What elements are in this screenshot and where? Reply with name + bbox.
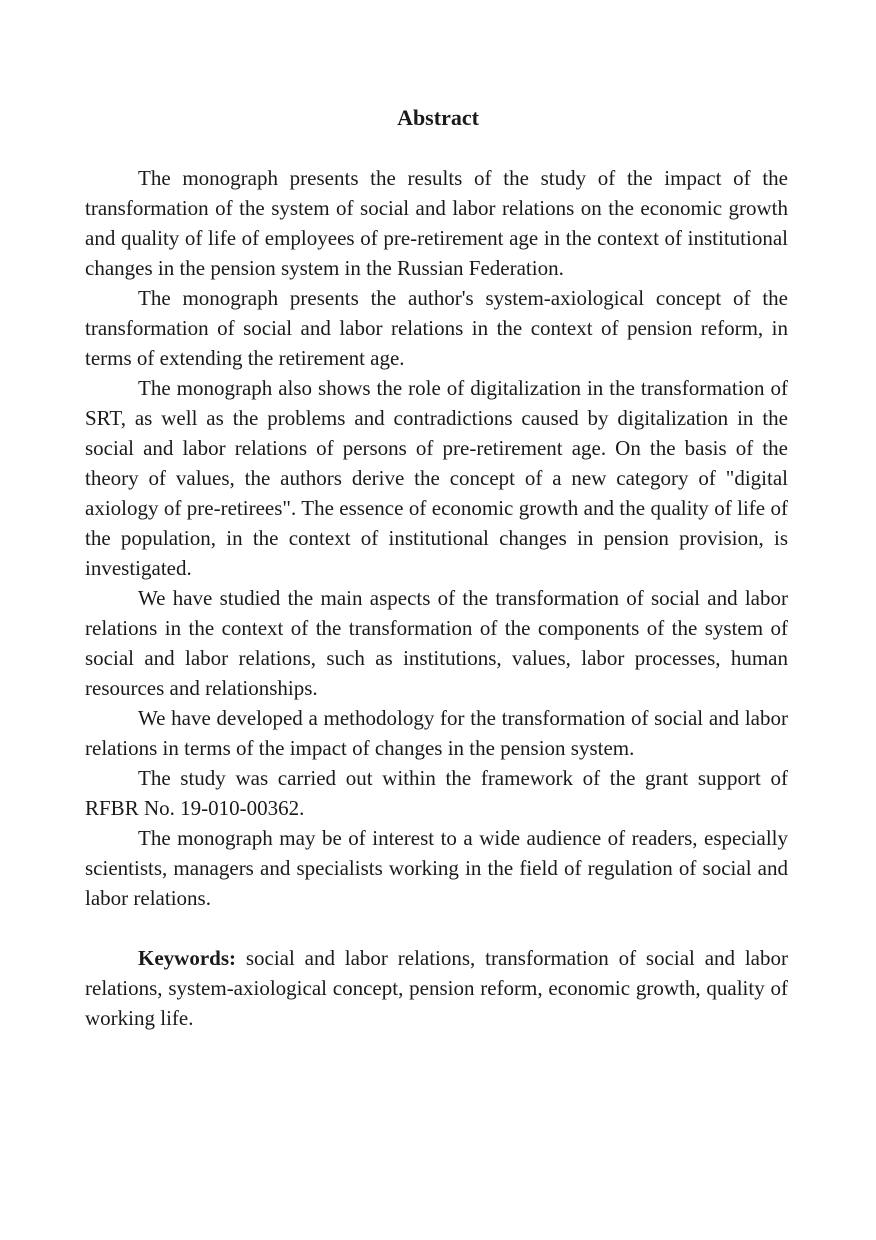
abstract-paragraph: The monograph presents the results of the study of the impact of the transformation of the system of social and labor relations on the economic growth and quality of life of employees of pre-retirement age in the context of institutional changes in the pension system in the Russian Federation. bbox=[85, 166, 788, 280]
keywords-text: social and labor relations, transformation of social and labor relations, system-axiological concept, pension reform, economic growth, quality of working life. bbox=[85, 946, 789, 1030]
abstract-paragraph: We have studied the main aspects of the transformation of social and labor relations in the context of the transformation of the components of the system of social and labor relations, such as institutions, values, labor processes, human resources and relationships. bbox=[85, 586, 788, 700]
abstract-title: Abstract bbox=[397, 105, 479, 130]
abstract-paragraph: The monograph presents the author's system-axiological concept of the transformation of social and labor relations in the context of pension reform, in terms of extending the retirement age. bbox=[85, 286, 788, 370]
abstract-paragraph: The monograph also shows the role of digitalization in the transformation of SRT, as well as the problems and contradictions caused by digitalization in the social and labor relations of persons of pre-retirement age. On the basis of the theory of values, the authors derive the concept of a new category of "digital axiology of pre-retirees". The essence of economic growth and the quality of life of the population, in the context of institutional changes in pension provision, is investigated. bbox=[85, 376, 788, 580]
abstract-paragraph: The monograph may be of interest to a wide audience of readers, especially scientists, managers and specialists working in the field of regulation of social and labor relations. bbox=[85, 826, 788, 910]
abstract-paragraph: We have developed a methodology for the transformation of social and labor relations in terms of the impact of changes in the pension system. bbox=[85, 706, 788, 760]
abstract-paragraph: The study was carried out within the framework of the grant support of RFBR No. 19-010-00362. bbox=[85, 766, 788, 820]
abstract-body bbox=[85, 163, 788, 1033]
keywords-paragraph bbox=[85, 943, 788, 1033]
keywords-label: Keywords: bbox=[138, 946, 236, 970]
